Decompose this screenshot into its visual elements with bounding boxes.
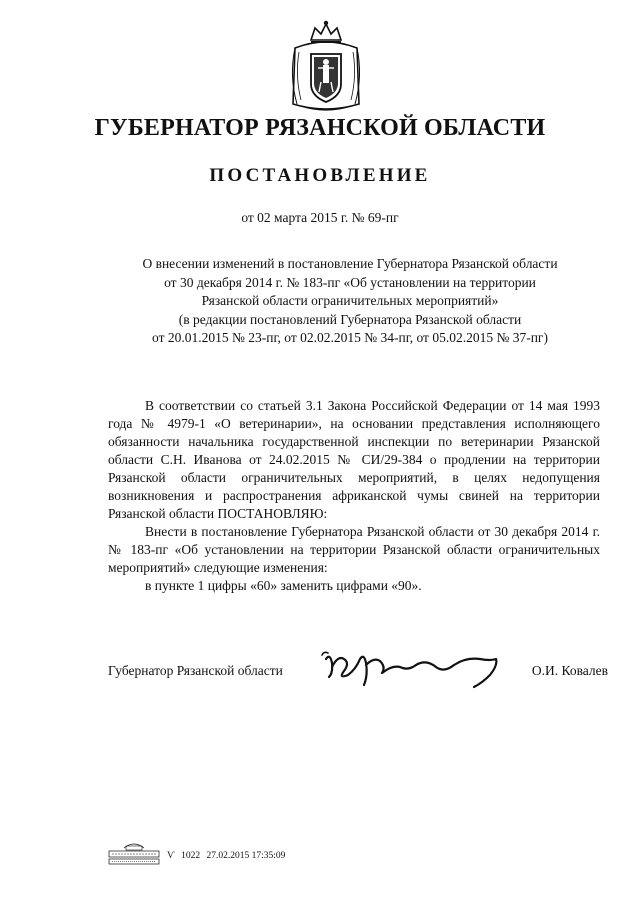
subject-line: от 20.01.2015 № 23-пг, от 02.02.2015 № 34-пг, от 05.02.2015 № 37-пг) <box>152 330 548 345</box>
subject-line: от 30 декабря 2014 г. № 183-пг «Об установлении на территории <box>164 274 536 290</box>
signatory-name: О.И. Ковалев <box>531 663 608 678</box>
body-paragraph: в пункте 1 цифры «60» заменить цифрами «90». <box>145 578 422 593</box>
registration-stamp-icon <box>108 840 160 868</box>
coat-of-arms-icon <box>287 18 365 116</box>
registration-footer <box>167 851 289 861</box>
document-type: ПОСТАНОВЛЕНИЕ <box>209 165 431 186</box>
issuer-title: ГУБЕРНАТОР РЯЗАНСКОЙ ОБЛАСТИ <box>94 115 546 141</box>
document-subject <box>100 255 600 348</box>
subject-line: Рязанской области ограничительных мероприятий» <box>201 293 499 308</box>
document-body <box>108 397 600 595</box>
signatory-title: Губернатор Рязанской области <box>108 663 283 678</box>
subject-line: О внесении изменений в постановление Губернатора Рязанской области <box>142 256 558 271</box>
footer-timestamp: 27.02.2015 17:35:09 <box>206 851 286 861</box>
body-paragraph: Внести в постановление Губернатора Рязанской области от 30 декабря 2014 г. № 183-пг «Об установлении на территории Рязанской области ограничительных мероприятий» следующие изменения: <box>108 524 600 575</box>
subject-line: (в редакции постановлений Губернатора Рязанской области <box>178 311 522 327</box>
handwritten-signature <box>320 645 505 690</box>
footer-number: 1022 <box>181 851 201 861</box>
body-paragraph: В соответствии со статьей 3.1 Закона Российской Федерации от 14 мая 1993 года № 4979-1 «О ветеринарии», на основании представления исполняющего обязанности начальника государственной инспекции по ветеринарии Рязанской области С.Н. Иванова от 24.02.2015 № СИ/29-384 о продлении на территории Рязанской области ограничительных мероприятий, в целях недопущения возникновения и распространения африканской чумы свиней на территории Рязанской области ПОСТАНОВЛЯЮ: <box>108 398 600 521</box>
footer-mark: Ѵ <box>167 851 175 861</box>
document-date-number: от 02 марта 2015 г. № 69-пг <box>241 210 399 225</box>
